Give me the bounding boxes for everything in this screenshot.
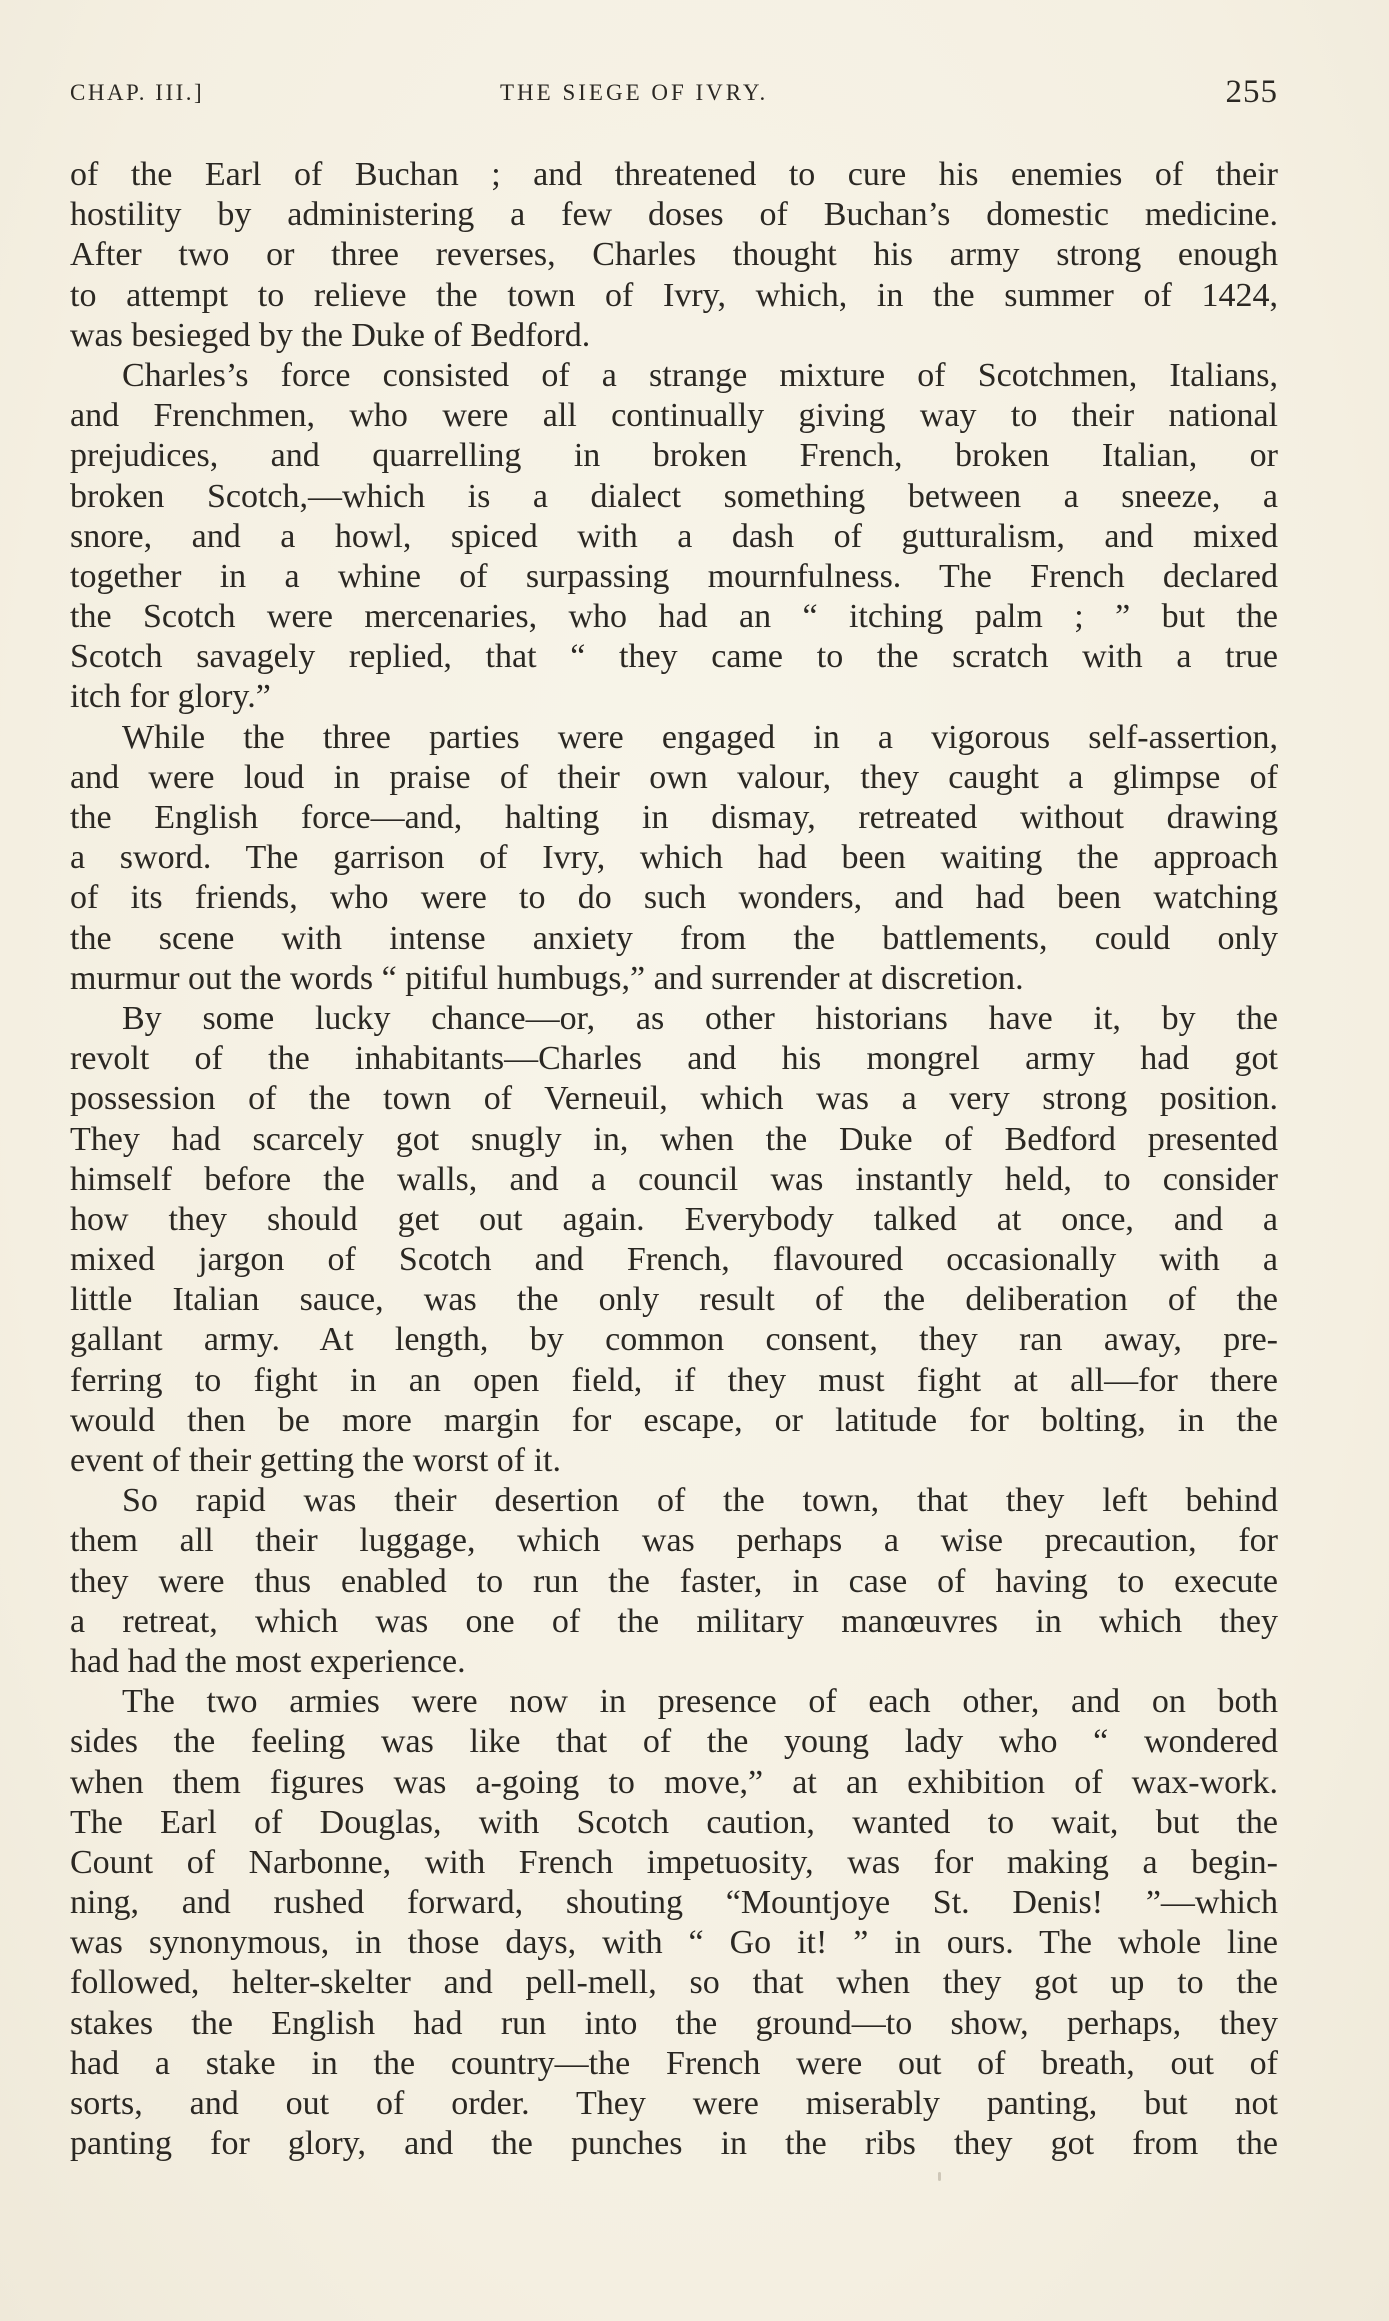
text-line: ning, and rushed forward, shouting “Mountjoye St. Denis! ”—which (70, 1884, 1278, 1922)
paragraph (70, 155, 1278, 356)
text-line: prejudices, and quarrelling in broken French, broken Italian, or (70, 437, 1278, 475)
text-line: himself before the walls, and a council was instantly held, to consider (70, 1160, 1278, 1198)
text-line: revolt of the inhabitants—Charles and his mongrel army had got (70, 1040, 1278, 1078)
text-line: the Scotch were mercenaries, who had an “ itching palm ; ” but the (70, 598, 1278, 636)
text-line: was besieged by the Duke of Bedford. (70, 316, 591, 354)
page-number: 255 (1225, 74, 1278, 110)
text-line: how they should get out again. Everybody talked at once, and a (70, 1200, 1278, 1238)
page-title: THE SIEGE OF IVRY. (500, 80, 769, 105)
text-line: They had scarcely got snugly in, when the Duke of Bedford presented (70, 1120, 1278, 1158)
text-line: together in a whine of surpassing mournfulness. The French declared (70, 557, 1278, 595)
paper-speck (938, 2172, 941, 2181)
text-line: possession of the town of Verneuil, which was a very strong position. (70, 1080, 1278, 1118)
text-line: hostility by administering a few doses of Buchan’s domestic medicine. (70, 196, 1278, 234)
text-line: After two or three reverses, Charles thought his army strong enough (70, 236, 1278, 274)
text-line: While the three parties were engaged in a vigorous self-assertion, (122, 718, 1278, 756)
text-line: So rapid was their desertion of the town, that they left behind (122, 1482, 1278, 1520)
text-line: and were loud in praise of their own valour, they caught a glimpse of (70, 758, 1278, 796)
paragraph (70, 1682, 1278, 2164)
text-line: mixed jargon of Scotch and French, flavoured occasionally with a (70, 1241, 1278, 1279)
text-line: little Italian sauce, was the only result of the deliberation of the (70, 1281, 1278, 1319)
text-line: snore, and a howl, spiced with a dash of gutturalism, and mixed (70, 517, 1278, 555)
text-line: event of their getting the worst of it. (70, 1442, 561, 1479)
text-line: The two armies were now in presence of each other, and on both (122, 1683, 1278, 1721)
text-line: panting for glory, and the punches in the ribs they got from the (70, 2125, 1278, 2163)
text-line: broken Scotch,—which is a dialect something between a sneeze, a (70, 477, 1278, 515)
text-line: of the Earl of Buchan ; and threatened to cure his enemies of their (70, 156, 1278, 193)
paragraph (70, 999, 1278, 1481)
text-line: of its friends, who were to do such wonders, and had been watching (70, 879, 1278, 917)
text-line: sides the feeling was like that of the young lady who “ wondered (70, 1723, 1278, 1761)
text-line: followed, helter-skelter and pell-mell, so that when they got up to the (70, 1964, 1278, 2002)
text-line: when them figures was a-going to move,” at an exhibition of wax-work. (70, 1763, 1278, 1801)
text-line: Scotch savagely replied, that “ they came to the scratch with a true (70, 638, 1278, 676)
text-line: a retreat, which was one of the military manœuvres in which they (70, 1602, 1278, 1640)
text-line: By some lucky chance—or, as other historians have it, by the (122, 999, 1278, 1037)
running-head (70, 74, 1278, 114)
text-line: they were thus enabled to run the faster, in case of having to execute (70, 1562, 1278, 1600)
text-line: ferring to fight in an open field, if they must fight at all—for there (70, 1361, 1278, 1399)
text-line: stakes the English had run into the ground—to show, perhaps, they (70, 2004, 1278, 2042)
text-line: and Frenchmen, who were all continually giving way to their national (70, 397, 1278, 435)
chapter-label: CHAP. III.] (70, 80, 205, 105)
text-line: sorts, and out of order. They were miserably panting, but not (70, 2085, 1278, 2122)
body-text (70, 155, 1278, 2164)
paragraph (70, 1481, 1278, 1682)
text-line: the scene with intense anxiety from the battlements, could only (70, 919, 1278, 957)
text-line: The Earl of Douglas, with Scotch caution, wanted to wait, but the (70, 1803, 1278, 1841)
paragraph (70, 718, 1278, 999)
text-line: the English force—and, halting in dismay, retreated without drawing (70, 799, 1278, 836)
text-line: had a stake in the country—the French were out of breath, out of (70, 2044, 1278, 2082)
text-line: gallant army. At length, by common consent, they ran away, pre- (70, 1321, 1278, 1359)
text-line: a sword. The garrison of Ivry, which had been waiting the approach (70, 839, 1278, 877)
text-line: itch for glory.” (70, 678, 271, 716)
text-line: had had the most experience. (70, 1642, 466, 1680)
paragraph (70, 356, 1278, 718)
text-line: murmur out the words “ pitiful humbugs,” and surrender at discretion. (70, 959, 1024, 997)
text-line: them all their luggage, which was perhaps a wise precaution, for (70, 1522, 1278, 1560)
text-line: to attempt to relieve the town of Ivry, which, in the summer of 1424, (70, 276, 1278, 314)
text-line: Charles’s force consisted of a strange mixture of Scotchmen, Italians, (122, 356, 1278, 394)
text-line: would then be more margin for escape, or latitude for bolting, in the (70, 1401, 1278, 1439)
text-line: was synonymous, in those days, with “ Go it! ” in ours. The whole line (70, 1924, 1278, 1962)
text-line: Count of Narbonne, with French impetuosity, was for making a begin- (70, 1843, 1278, 1881)
